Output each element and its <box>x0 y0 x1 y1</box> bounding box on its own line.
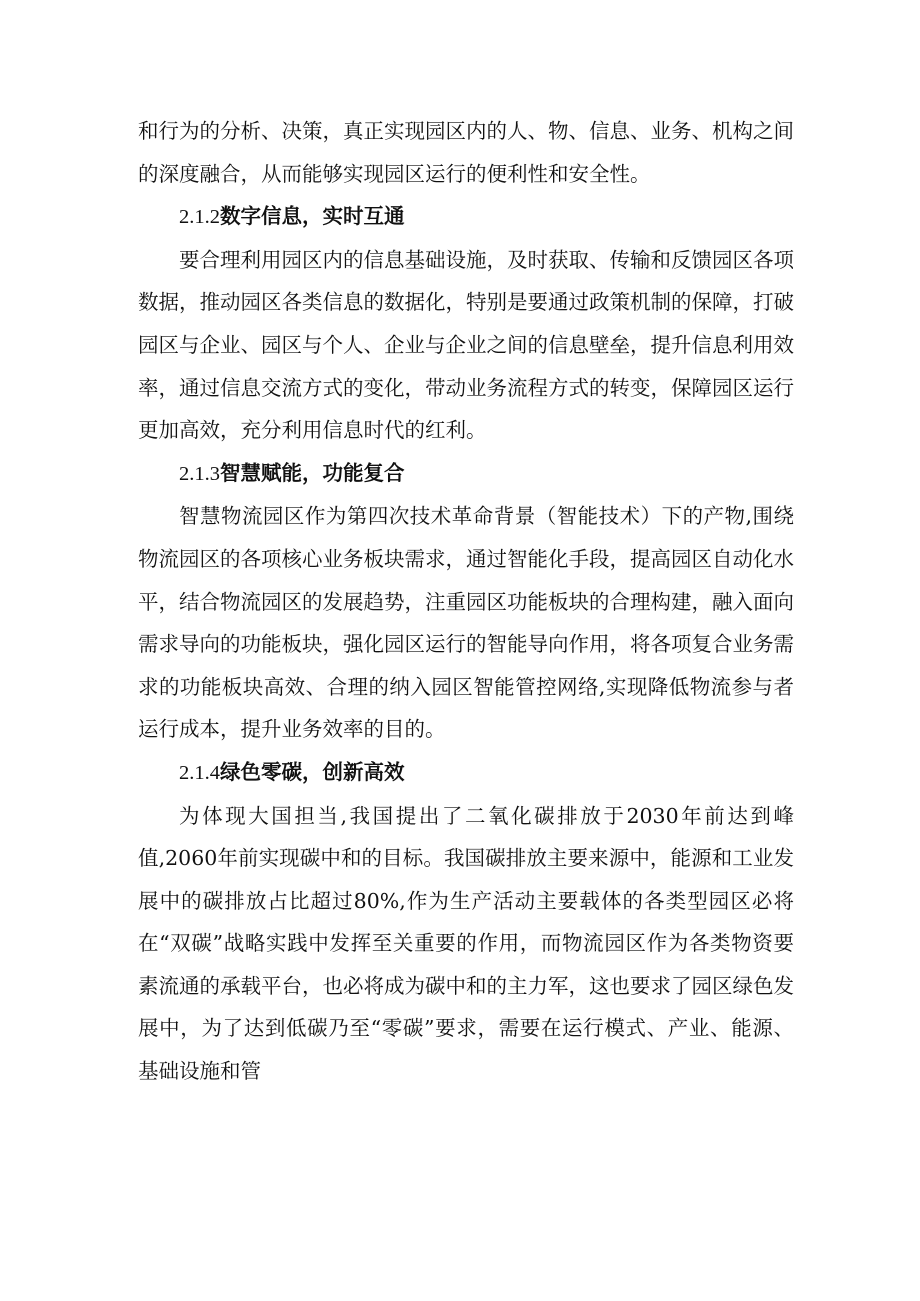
paragraph-smart-empowerment: 智慧物流园区作为第四次技术革命背景（智能技术）下的产物,围绕物流园区的各项核心业务板块需求，通过智能化手段，提高园区自动化水平，结合物流园区的发展趋势，注重园区功能板块的合理构建，融入面向需求导向的功能板块，强化园区运行的智能导向作用，将各项复合业务需求的功能板块高效、合理的纳入园区智能管控网络,实现降低物流参与者运行成本，提升业务效率的目的。 <box>138 504 794 742</box>
section-title: 数字信息，实时互通 <box>220 204 405 229</box>
section-title: 绿色零碳，创新高效 <box>220 759 405 784</box>
section-title: 智慧赋能，功能复合 <box>220 460 405 485</box>
section-number: 2.1.2 <box>179 206 220 229</box>
section-number: 2.1.3 <box>179 462 220 485</box>
paragraph-continuation: 和行为的分析、决策，真正实现园区内的人、物、信息、业务、机构之间的深度融合，从而能够实现园区运行的便利性和安全性。 <box>138 119 794 186</box>
section-number: 2.1.4 <box>179 761 220 784</box>
document-page <box>138 110 794 1093</box>
section-heading-2-1-3 <box>138 452 794 496</box>
paragraph-digital-info: 要合理利用园区内的信息基础设施，及时获取、传输和反馈园区各项数据，推动园区各类信息的数据化，特别是要通过政策机制的保障，打破园区与企业、园区与个人、企业与企业之间的信息壁垒，提升信息利用效率，通过信息交流方式的变化，带动业务流程方式的转变，保障园区运行更加高效，充分利用信息时代的红利。 <box>138 247 794 443</box>
paragraph-green-zero-carbon: 为体现大国担当,我国提出了二氧化碳排放于2030年前达到峰值,2060年前实现碳中和的目标。我国碳排放主要来源中，能源和工业发展中的碳排放占比超过80%,作为生产活动主要载体的各类型园区必将在“双碳”战略实践中发挥至关重要的作用，而物流园区作为各类物资要素流通的承载平台，也必将成为碳中和的主力军，这也要求了园区绿色发展中，为了达到低碳乃至“零碳”要求，需要在运行模式、产业、能源、基础设施和管 <box>138 803 794 1084</box>
section-heading-2-1-2 <box>138 195 794 239</box>
section-heading-2-1-4 <box>138 751 794 795</box>
